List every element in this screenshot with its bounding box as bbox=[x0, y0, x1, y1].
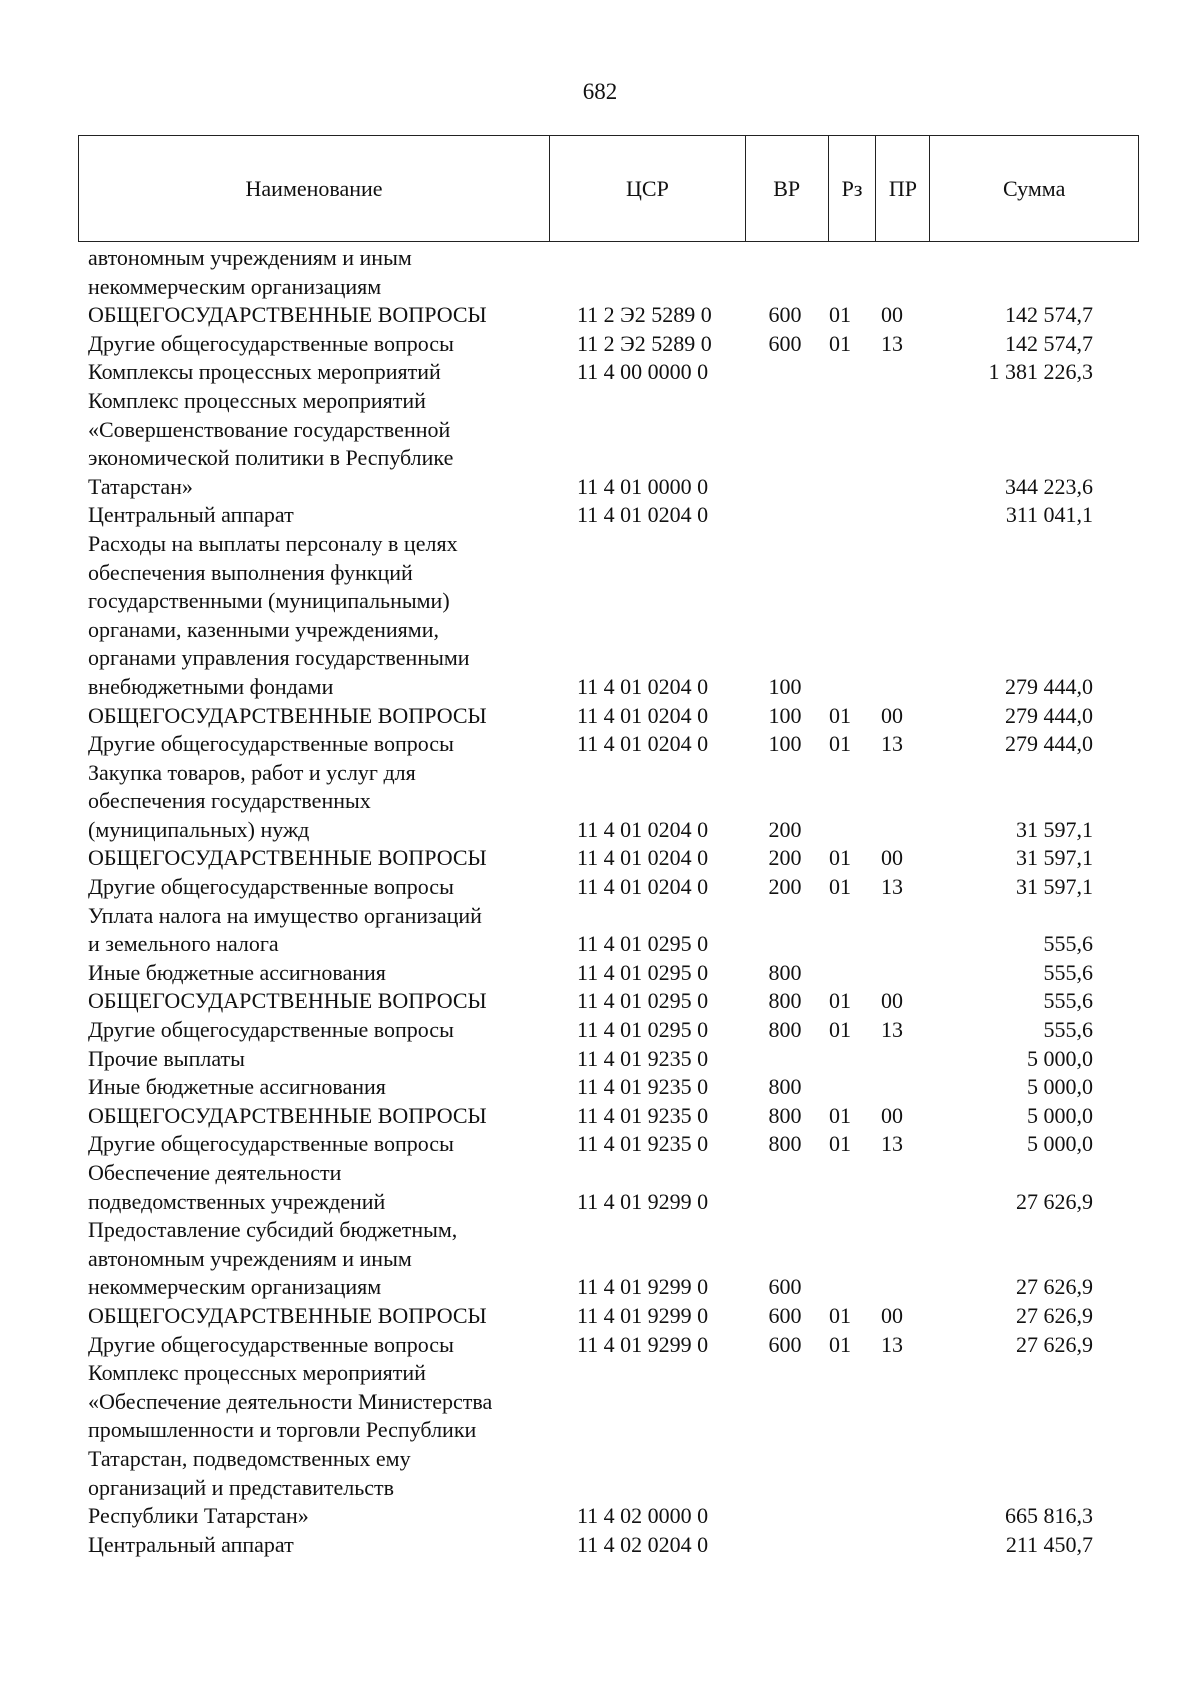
row-csr: 11 4 01 9299 0 bbox=[577, 1274, 709, 1300]
table-row bbox=[88, 330, 1133, 359]
row-name: Обеспечение деятельности подведомственных учреждений bbox=[88, 1160, 386, 1214]
row-vr: 800 bbox=[768, 959, 802, 985]
row-pr: 13 bbox=[881, 330, 903, 356]
row-csr: 11 4 01 9235 0 bbox=[577, 1102, 709, 1128]
row-rz: 01 bbox=[829, 330, 851, 356]
row-name: ОБЩЕГОСУДАРСТВЕННЫЕ ВОПРОСЫ bbox=[88, 1302, 487, 1328]
row-csr: 11 4 01 0295 0 bbox=[577, 931, 709, 957]
row-sum: 211 450,7 bbox=[1005, 1531, 1093, 1557]
row-vr: 800 bbox=[768, 1102, 802, 1128]
header-rz: Рз bbox=[829, 136, 877, 241]
table-row bbox=[88, 1045, 1133, 1074]
row-vr: 600 bbox=[768, 1302, 802, 1328]
table-row bbox=[88, 1016, 1133, 1045]
row-name: Уплата налога на имущество организаций и земельного налога bbox=[88, 902, 482, 957]
row-rz: 01 bbox=[829, 1302, 851, 1328]
table-row bbox=[88, 1302, 1133, 1331]
row-vr: 600 bbox=[768, 1331, 802, 1357]
row-csr: 11 4 01 0204 0 bbox=[577, 502, 709, 528]
row-sum: 31 597,1 bbox=[1016, 845, 1093, 871]
table-row bbox=[88, 987, 1133, 1016]
row-csr: 11 4 01 9299 0 bbox=[577, 1188, 709, 1214]
row-sum: 142 574,7 bbox=[1005, 302, 1093, 328]
page-number: 682 bbox=[582, 79, 618, 104]
row-sum: 279 444,0 bbox=[1005, 702, 1093, 728]
row-csr: 11 2 Э2 5289 0 bbox=[577, 302, 712, 328]
row-pr: 00 bbox=[881, 1102, 903, 1128]
row-vr: 600 bbox=[768, 1274, 802, 1300]
row-vr: 200 bbox=[768, 845, 802, 871]
row-name: Комплекс процессных мероприятий «Совершенствование государственной экономической политики в Республике Татарстан» bbox=[88, 387, 454, 499]
row-rz: 01 bbox=[829, 702, 851, 728]
row-vr: 800 bbox=[768, 1017, 802, 1043]
header-name: Наименование bbox=[79, 136, 550, 241]
row-sum: 555,6 bbox=[1043, 988, 1093, 1014]
row-name: Другие общегосударственные вопросы bbox=[88, 731, 454, 757]
row-pr: 13 bbox=[881, 731, 903, 757]
row-sum: 555,6 bbox=[1043, 1017, 1093, 1043]
row-name: Иные бюджетные ассигнования bbox=[88, 959, 386, 985]
row-sum: 555,6 bbox=[1043, 931, 1093, 957]
table-row bbox=[88, 959, 1133, 988]
table-row bbox=[88, 301, 1133, 330]
row-rz: 01 bbox=[829, 1331, 851, 1357]
row-name: Прочие выплаты bbox=[88, 1045, 245, 1071]
row-pr: 13 bbox=[881, 874, 903, 900]
row-sum: 27 626,9 bbox=[1016, 1302, 1093, 1328]
table-row bbox=[88, 902, 1133, 959]
row-csr: 11 2 Э2 5289 0 bbox=[577, 330, 712, 356]
row-name: Другие общегосударственные вопросы bbox=[88, 874, 454, 900]
row-csr: 11 4 01 0295 0 bbox=[577, 959, 709, 985]
table-row bbox=[88, 1359, 1133, 1531]
row-vr: 200 bbox=[768, 816, 802, 842]
row-rz: 01 bbox=[829, 302, 851, 328]
row-pr: 13 bbox=[881, 1331, 903, 1357]
row-sum: 5 000,0 bbox=[1027, 1045, 1093, 1071]
row-vr: 800 bbox=[768, 1074, 802, 1100]
row-csr: 11 4 01 0000 0 bbox=[577, 473, 709, 499]
row-csr: 11 4 01 0295 0 bbox=[577, 988, 709, 1014]
row-name: Другие общегосударственные вопросы bbox=[88, 1017, 454, 1043]
row-name: ОБЩЕГОСУДАРСТВЕННЫЕ ВОПРОСЫ bbox=[88, 988, 487, 1014]
row-name: Центральный аппарат bbox=[88, 1531, 294, 1557]
row-csr: 11 4 01 9299 0 bbox=[577, 1302, 709, 1328]
table-row bbox=[88, 387, 1133, 501]
row-name: ОБЩЕГОСУДАРСТВЕННЫЕ ВОПРОСЫ bbox=[88, 845, 487, 871]
row-csr: 11 4 01 0204 0 bbox=[577, 673, 709, 699]
row-sum: 31 597,1 bbox=[1016, 874, 1093, 900]
row-rz: 01 bbox=[829, 1131, 851, 1157]
row-vr: 100 bbox=[768, 702, 802, 728]
row-pr: 00 bbox=[881, 1302, 903, 1328]
row-name: ОБЩЕГОСУДАРСТВЕННЫЕ ВОПРОСЫ bbox=[88, 1102, 487, 1128]
row-csr: 11 4 01 9235 0 bbox=[577, 1131, 709, 1157]
row-rz: 01 bbox=[829, 1017, 851, 1043]
row-vr: 800 bbox=[768, 1131, 802, 1157]
row-name: автономным учреждениям и иным некоммерческим организациям bbox=[88, 245, 412, 299]
row-pr: 00 bbox=[881, 988, 903, 1014]
row-csr: 11 4 01 0204 0 bbox=[577, 816, 709, 842]
row-name: Другие общегосударственные вопросы bbox=[88, 1331, 454, 1357]
row-sum: 279 444,0 bbox=[1005, 673, 1093, 699]
row-csr: 11 4 01 0204 0 bbox=[577, 874, 709, 900]
row-csr: 11 4 00 0000 0 bbox=[577, 359, 709, 385]
row-sum: 344 223,6 bbox=[1005, 473, 1093, 499]
row-csr: 11 4 02 0000 0 bbox=[577, 1503, 709, 1529]
table-row bbox=[88, 1331, 1133, 1360]
row-vr: 600 bbox=[768, 302, 802, 328]
row-csr: 11 4 01 0204 0 bbox=[577, 845, 709, 871]
table-row bbox=[88, 1216, 1133, 1302]
row-sum: 27 626,9 bbox=[1016, 1188, 1093, 1214]
row-csr: 11 4 01 9235 0 bbox=[577, 1074, 709, 1100]
row-sum: 665 816,3 bbox=[1005, 1503, 1093, 1529]
row-rz: 01 bbox=[829, 988, 851, 1014]
header-pr: ПР bbox=[876, 136, 930, 241]
row-csr: 11 4 02 0204 0 bbox=[577, 1531, 709, 1557]
table-body bbox=[88, 244, 1133, 1559]
row-vr: 100 bbox=[768, 731, 802, 757]
row-sum: 142 574,7 bbox=[1005, 330, 1093, 356]
header-csr: ЦСР bbox=[550, 136, 746, 241]
header-sum: Сумма bbox=[1003, 175, 1066, 201]
row-name: Иные бюджетные ассигнования bbox=[88, 1074, 386, 1100]
row-pr: 13 bbox=[881, 1131, 903, 1157]
row-csr: 11 4 01 9299 0 bbox=[577, 1331, 709, 1357]
row-name: ОБЩЕГОСУДАРСТВЕННЫЕ ВОПРОСЫ bbox=[88, 302, 487, 328]
row-name: ОБЩЕГОСУДАРСТВЕННЫЕ ВОПРОСЫ bbox=[88, 702, 487, 728]
row-csr: 11 4 01 0204 0 bbox=[577, 702, 709, 728]
row-rz: 01 bbox=[829, 1102, 851, 1128]
row-name: Комплексы процессных мероприятий bbox=[88, 359, 441, 385]
row-vr: 100 bbox=[768, 673, 802, 699]
row-rz: 01 bbox=[829, 845, 851, 871]
table-row bbox=[88, 1130, 1133, 1159]
row-name: Другие общегосударственные вопросы bbox=[88, 1131, 454, 1157]
row-pr: 00 bbox=[881, 702, 903, 728]
row-sum: 27 626,9 bbox=[1016, 1274, 1093, 1300]
table-row bbox=[88, 730, 1133, 759]
row-pr: 00 bbox=[881, 302, 903, 328]
row-rz: 01 bbox=[829, 874, 851, 900]
row-sum: 5 000,0 bbox=[1027, 1102, 1093, 1128]
header-vr: ВР bbox=[746, 136, 829, 241]
row-vr: 800 bbox=[768, 988, 802, 1014]
table-row bbox=[88, 530, 1133, 702]
table-row bbox=[88, 1102, 1133, 1131]
table-row bbox=[88, 501, 1133, 530]
row-sum: 5 000,0 bbox=[1027, 1131, 1093, 1157]
row-rz: 01 bbox=[829, 731, 851, 757]
row-vr: 200 bbox=[768, 874, 802, 900]
row-sum: 27 626,9 bbox=[1016, 1331, 1093, 1357]
table-row bbox=[88, 702, 1133, 731]
table-row bbox=[88, 759, 1133, 845]
table-row bbox=[88, 1073, 1133, 1102]
row-name: Закупка товаров, работ и услуг для обеспечения государственных (муниципальных) нужд bbox=[88, 759, 416, 842]
row-sum: 311 041,1 bbox=[1005, 502, 1093, 528]
row-name: Комплекс процессных мероприятий «Обеспечение деятельности Министерства промышленности и торговли Республики Татарстан, подведомственных ему организаций и представительств Республики Татарстан» bbox=[88, 1360, 493, 1529]
table-row bbox=[88, 844, 1133, 873]
row-sum: 1 381 226,3 bbox=[988, 359, 1093, 385]
row-vr: 600 bbox=[768, 330, 802, 356]
table-row bbox=[88, 244, 1133, 301]
row-sum: 31 597,1 bbox=[1016, 816, 1093, 842]
row-csr: 11 4 01 0295 0 bbox=[577, 1017, 709, 1043]
row-csr: 11 4 01 0204 0 bbox=[577, 731, 709, 757]
table-header bbox=[78, 135, 1139, 242]
table-row bbox=[88, 1531, 1133, 1560]
row-sum: 5 000,0 bbox=[1027, 1074, 1093, 1100]
table-row bbox=[88, 873, 1133, 902]
row-sum: 279 444,0 bbox=[1005, 731, 1093, 757]
table-row bbox=[88, 1159, 1133, 1216]
row-pr: 13 bbox=[881, 1017, 903, 1043]
row-pr: 00 bbox=[881, 845, 903, 871]
table-row bbox=[88, 358, 1133, 387]
row-csr: 11 4 01 9235 0 bbox=[577, 1045, 709, 1071]
row-name: Другие общегосударственные вопросы bbox=[88, 330, 454, 356]
row-name: Центральный аппарат bbox=[88, 502, 294, 528]
row-name: Предоставление субсидий бюджетным, автономным учреждениям и иным некоммерческим организациям bbox=[88, 1217, 458, 1300]
row-name: Расходы на выплаты персоналу в целях обеспечения выполнения функций государственными (муниципальными) органами, казенными учреждениями, органами управления государственными внебюджетными фондами bbox=[88, 530, 470, 699]
row-sum: 555,6 bbox=[1043, 959, 1093, 985]
